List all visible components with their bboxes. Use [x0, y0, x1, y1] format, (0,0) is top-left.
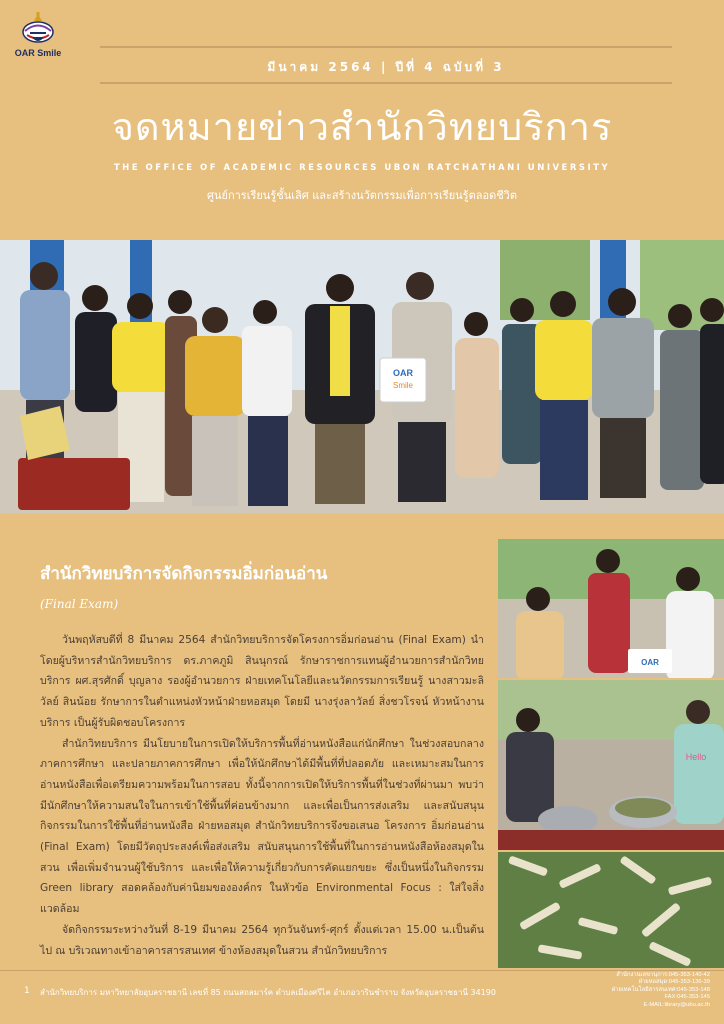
header-rule-top: [100, 46, 672, 48]
newsletter-tagline: ศูนย์การเรียนรู้ชั้นเลิศ และสร้างนวัตกรรมเพื่อการเรียนรู้ตลอดชีวิต: [207, 189, 517, 202]
hero-sign-line1: OAR: [393, 368, 413, 378]
side-photo-food-serving: [498, 680, 724, 850]
oar-logo: [12, 12, 64, 58]
page-number: 1: [24, 986, 30, 996]
contact-line: สำนักงานเลขานุการ:045-353-140-42: [616, 972, 710, 978]
header-rule-bottom: [100, 82, 672, 84]
article-paragraph: จัดกิจกรรมระหว่างวันที่ 8-19 มีนาคม 2564 ทุกวันจันทร์-ศุกร์ ตั้งแต่เวลา 15.00 น.เป็นต้นไป ณ บริเวณทางเข้าอาคารสารสนเทศ ข้างห้องสมุดในสวน สำนักวิทยบริการ: [40, 923, 484, 957]
footer-rule: [0, 970, 724, 971]
oar-emblem-icon: [18, 12, 58, 46]
contact-line: ฝ่ายหอสมุด:045-353-136-39: [638, 979, 710, 986]
brand-name: OAR Smile: [14, 48, 62, 58]
side-photo-dessert-closeup: [498, 852, 724, 968]
newsletter-title: จดหมายข่าวสำนักวิทยบริการ: [111, 105, 613, 149]
hero-sign-line2: Smile: [392, 381, 414, 390]
contact-line: FAX:045-353-145: [664, 994, 710, 1001]
article-title: สำนักวิทยบริการจัดกิจกรรมอิ่มก่อนอ่าน: [40, 564, 328, 584]
hero-group-photo: [0, 240, 724, 513]
article-paragraph: วันพฤหัสบดีที่ 8 มีนาคม 2564 สำนักวิทยบริการจัดโครงการอิ่มก่อนอ่าน (Final Exam) นำโดยผู้บริหารสำนักวิทยบริการ ดร.ภาคภูมิ สินนุกรณ์ รักษาราชการแทนผู้อำนวยการสำนักวิทยบริการ ผศ.สุรศักดิ์ บุญลาง รองผู้อำนวยการ ฝ่ายเทคโนโลยีและนวัตกรรมการเรียนรู้ นางสาวมะลิวัลย์ สินน้อย รักษาการในตำแหน่งหัวหน้าฝ่ายหอสมุด โดยมี นางรุ่งลาวัลย์ สิ่งชวโรจน์ หัวหน้างานบริการ เป็นผู้รับผิดชอบโครงการ: [40, 634, 484, 729]
article-paragraph: สำนักวิทยบริการ มีนโยบายในการเปิดให้บริการพื้นที่อ่านหนังสือแก่นักศึกษา ในช่วงสอบกลางภาคการศึกษา และปลายภาคการศึกษา เพื่อให้นักศึกษาได้มีพื้นที่ที่ปลอดภัย และเหมาะสมในการอ่านหนังสือเพื่อเตรียมความพร้อมในการสอบ ทั้งนี้จากการเปิดให้บริการพื้นที่ในช่วงที่ผ่านมา พบว่ามีนักศึกษาให้ความสนใจในการเข้าใช้พื้นที่ค่อนข้างมาก และเพื่อเป็นการส่งเสริม และสนับสนุนกิจกรรมในการใช้พื้นที่อ่านหนังสือ ฝ่ายหอสมุด สำนักวิทยบริการจึงขอเสนอ โครงการ อิ่มก่อนอ่าน (Final Exam) โดยมีวัตถุประสงค์เพื่อส่งเสริม สนับสนุนการใช้พื้นที่ในการอ่านหนังสือห้องสมุดในสวน เพื่อเพิ่มจำนวนผู้ใช้บริการ และเพื่อให้ความรู้เกี่ยวกับการคัดแยกขยะ ซึ่งเป็นหนึ่งในกิจกรรม Green library สอดคล้องกับค่านิยมขององค์กร ในหัวข้อ Environmental Focus : ใส่ใจสิ่งแวดล้อม: [40, 737, 484, 916]
newsletter-subtitle-en: THE OFFICE OF ACADEMIC RESOURCES UBON RATCHATHANI UNIVERSITY: [113, 163, 611, 173]
contact-email: E-MAIL:library@ubu.ac.th: [643, 1001, 710, 1008]
contact-line: ฝ่ายเทคโนโลยีสารสนเทศ:045-353-148: [611, 986, 710, 993]
footer-address: สำนักวิทยบริการ มหาวิทยาลัยอุบลราชธานี เลขที่ 85 ถนนสถลมาร์ค ตำบลเมืองศรีไค อำเภอวารินชำราบ จังหวัดอุบลราชธานี 34190: [40, 988, 496, 997]
side-sign-text: OAR: [641, 658, 659, 667]
issue-info: มีนาคม 2564 | ปีที่ 4 ฉบับที่ 3: [267, 60, 505, 74]
side-shirt-text: Hello: [685, 752, 707, 762]
side-photo-event-staff: [498, 539, 724, 678]
article-body: [40, 630, 484, 961]
article-subtitle: (Final Exam): [40, 597, 119, 611]
footer-contacts: [612, 972, 710, 1009]
